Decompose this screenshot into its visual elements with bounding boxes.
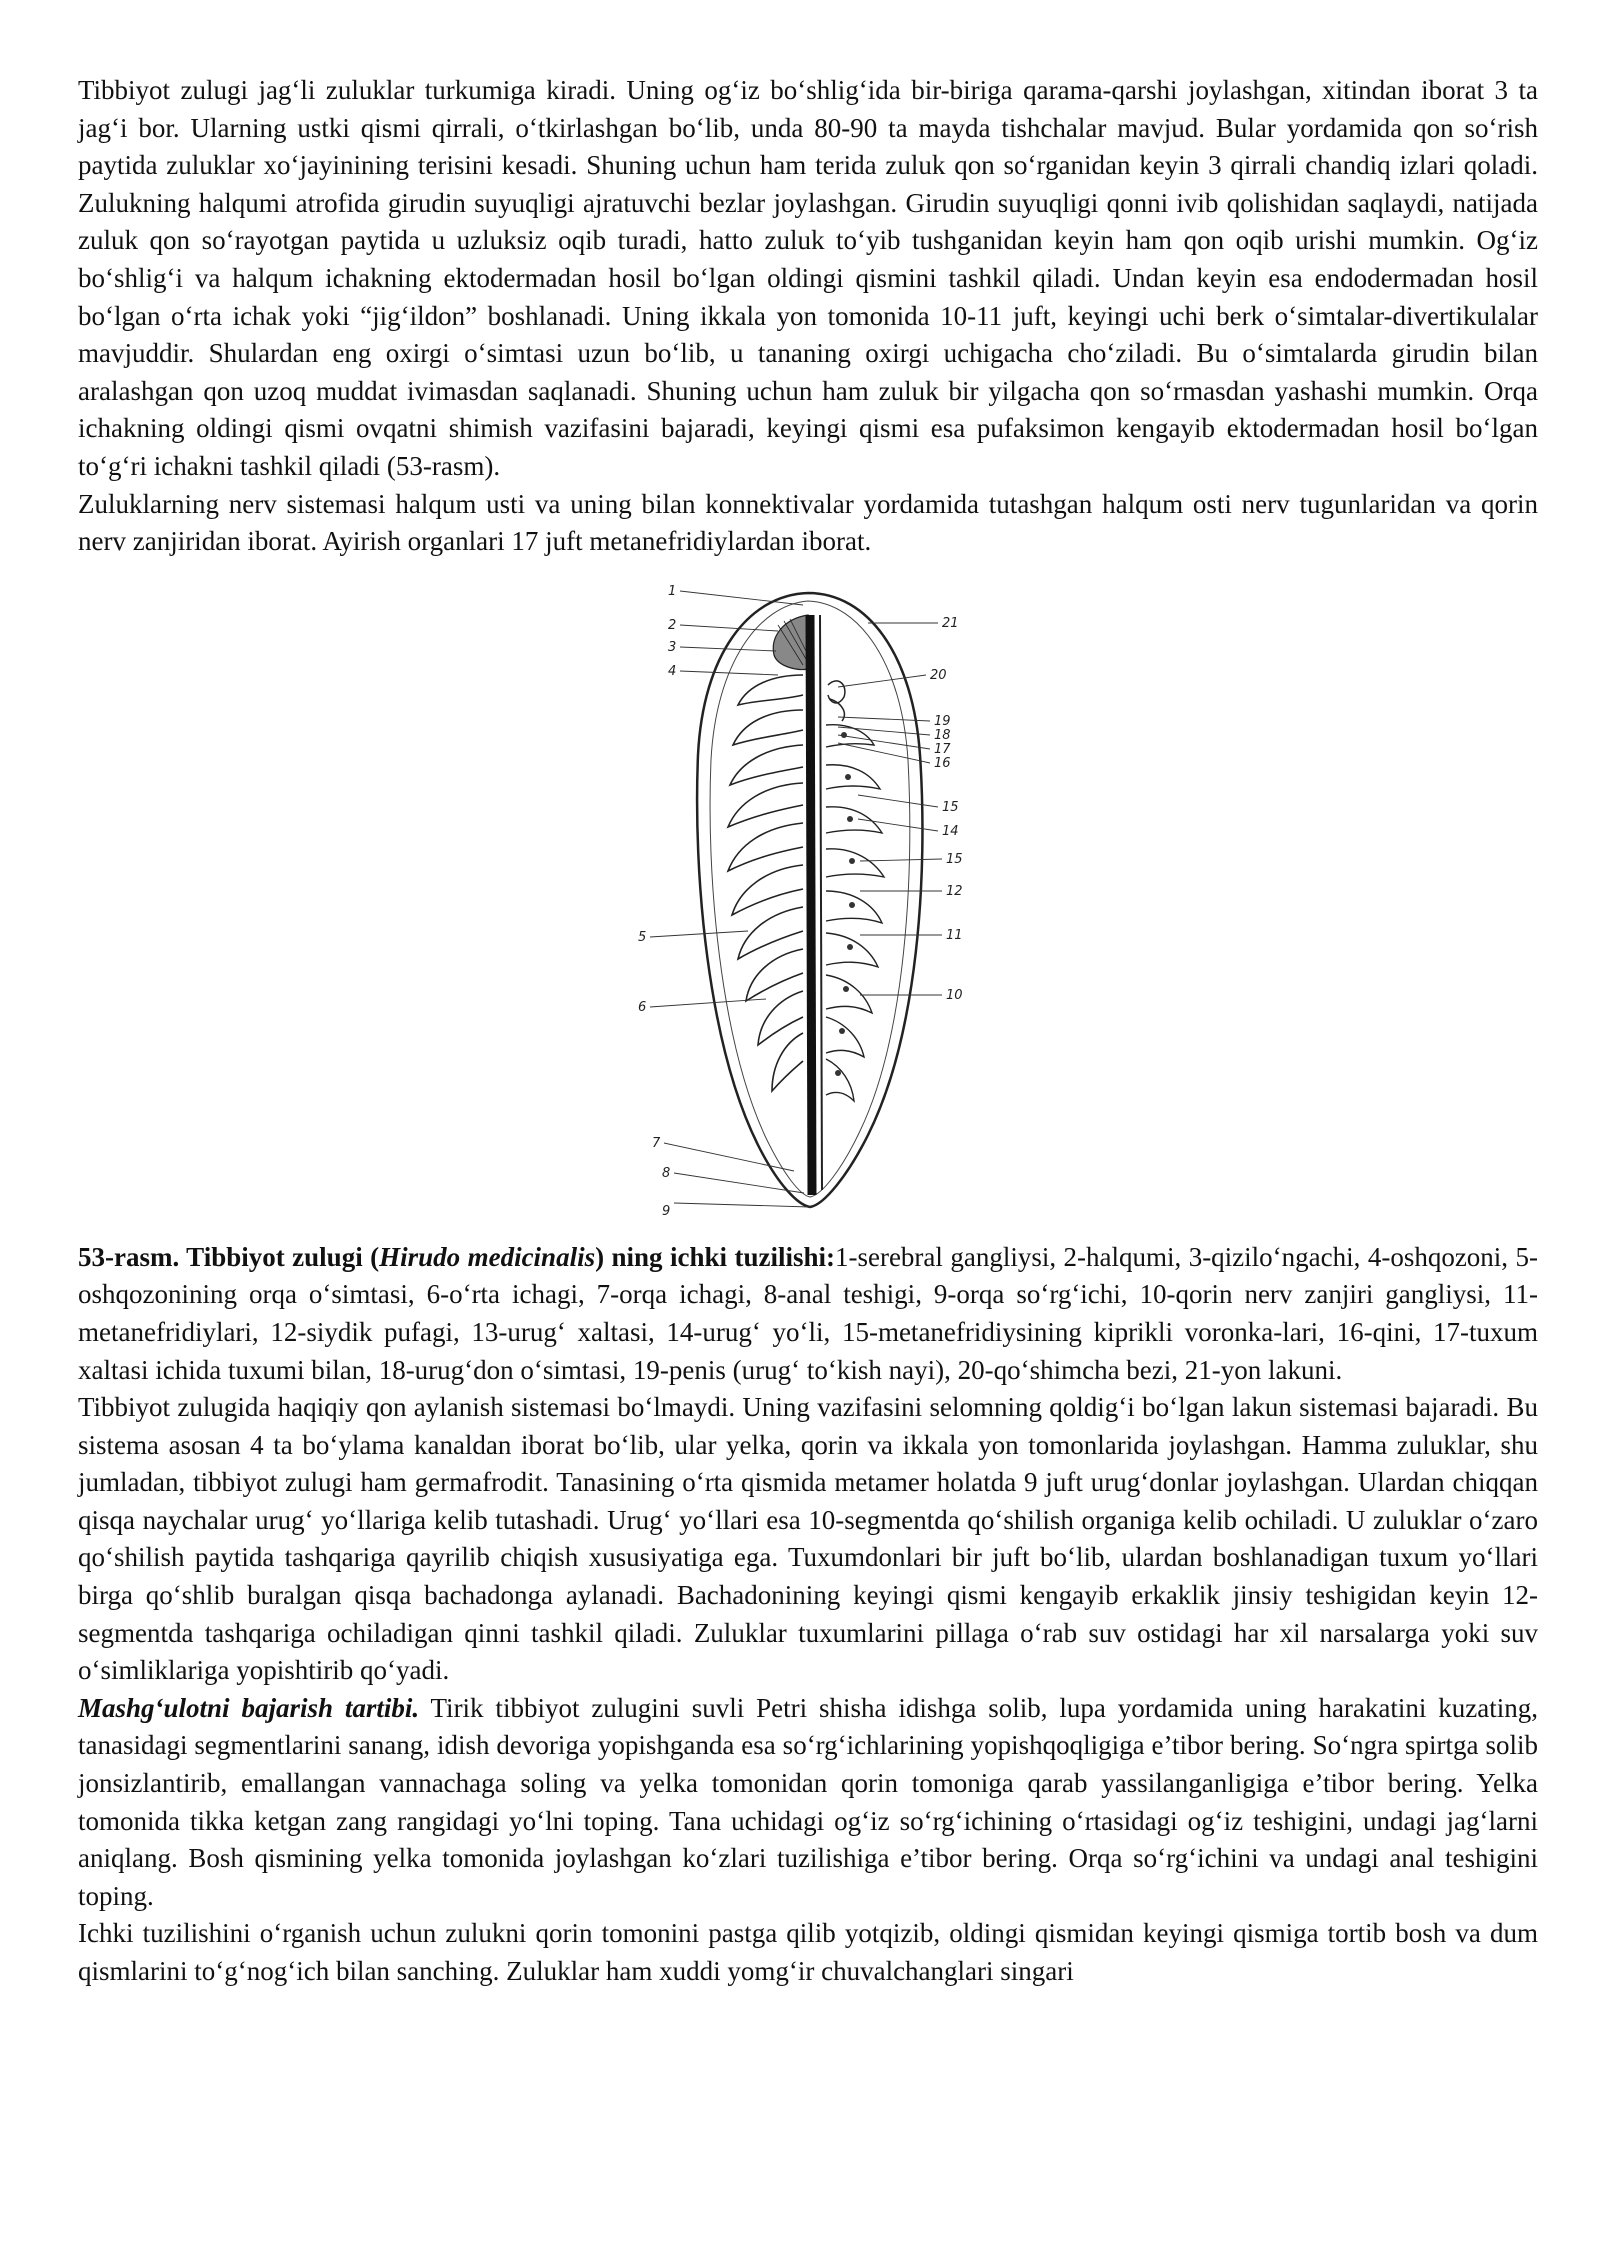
figure-label-18: 18 xyxy=(934,727,951,743)
paragraph-nervous-system: Zuluklarning nerv sistemasi halqum usti va uning bilan konnektivalar yordamida tutashgan halqum osti nerv tugunlaridan va qorin nerv zanjiridan iborat. Ayirish organlari 17 juft metanefridiylardan iborat. xyxy=(78,488,1538,557)
figure-label-6: 6 xyxy=(638,999,647,1015)
figure-label-20: 20 xyxy=(930,667,947,683)
caption-number: 53-rasm. xyxy=(78,1241,180,1272)
ganglia-dots xyxy=(835,732,855,1076)
caption-latin-name: Hirudo medicinalis xyxy=(379,1241,596,1272)
figure-label-5: 5 xyxy=(638,929,647,945)
left-diverticula xyxy=(728,675,803,1091)
midgut xyxy=(810,615,812,1195)
figure-caption xyxy=(78,1239,1538,1389)
paragraph-circulation-reproduction: Tibbiyot zulugida haqiqiy qon aylanish sistemasi bo‘lmaydi. Uning vazifasini selomning qoldig‘i bo‘lgan lakun sistemasi bajaradi. Bu sistema asosan 4 ta bo‘ylama kanaldan iborat bo‘lib, ular yelka, qorin va ikkala yon tomonlarida joylashgan. Hamma zuluklar, shu jumladan, tibbiyot zulugi ham germafrodit. Tanasining o‘rta qismida metamer holatda 9 juft urug‘donlar joylashgan. Ulardan chiqqan qisqa naychalar urug‘ yo‘llariga kelib tutashadi. Urug‘ yo‘llari esa 10-segmentda qo‘shilish organiga kelib ochiladi. U zuluklar o‘zaro qo‘shilish paytida tashqariga qayrilib chiqish xususiyatiga ega. Tuxumdonlari bir juft bo‘lib, ulardan boshlanadigan tuxum yo‘llari birga qo‘shlib buralgan qisqa bachadonga aylanadi. Bachadonining keyingi qismi kengayib erkaklik jinsiy teshigidan keyin 12-segmentda tashqariga ochiladigan qinni tashkil qiladi. Zuluklar tuxumlarini pillaga o‘rab suv ostidagi har xil narsalarga yoki suv o‘simliklariga yopishtirib qo‘yadi. xyxy=(78,1392,1538,1686)
leech-anatomy-drawing xyxy=(598,575,1018,1235)
caption-legend: 1-serebral gangliysi, 2-halqumi, 3-qizilo‘ngachi, 4-oshqozoni, 5-oshqozonining orqa o‘simtasi, 6-o‘rta ichagi, 7-orqa ichagi, 8-anal teshigi, 9-orqa so‘rg‘ichi, 10-qorin nerv zanjiri gangliysi, 11-metanefridiylari, 12-siydik pufagi, 13-urug‘ xaltasi, 14-urug‘ yo‘li, 15-metanefridiysining kiprikli voronka-lari, 16-qini, 17-tuxum xaltasi ichida tuxumi bilan, 18-urug‘don o‘simtasi, 19-penis (urug‘ to‘kish nayi), 20-qo‘shimcha bezi, 21-yon lakuni. xyxy=(78,1241,1538,1385)
caption-title-part1: Tibbiyot zulugi ( xyxy=(179,1241,380,1272)
document-page xyxy=(78,72,1538,1991)
paragraph-jaws: Tibbiyot zulugi jag‘li zuluklar turkumiga kiradi. Uning og‘iz bo‘shlig‘ida bir-biriga qarama-qarshi joylashgan, xitindan iborat 3 ta jag‘i bor. Ularning ustki qismi qirrali, o‘tkirlashgan bo‘lib, unda 80-90 ta mayda tishchalar mavjud. Bular yordamida qon so‘rish paytida zuluklar xo‘jayinining terisini kesadi. Shuning uchun ham terida zuluk qon so‘rganidan keyin 3 qirrali chandiq izlari qoladi. Zulukning halqumi atrofida girudin suyuqligi ajratuvchi bezlar joylashgan. Girudin suyuqligi qonni ivib qolishidan saqlaydi, natijada zuluk qon so‘rayotgan paytida u uzluksiz oqib turadi, hatto zuluk to‘yib tushganidan keyin ham qon oqib urishi mumkin. Og‘iz bo‘shlig‘i va halqum ichakning ektodermadan hosil bo‘lgan oldingi qismini tashkil qiladi. Undan keyin esa endodermadan hosil bo‘lgan o‘rta ichak yoki “jig‘ildon” boshlanadi. Uning ikkala yon tomonida 10-11 juft, keyingi uchi berk o‘simtalar-divertikulalar mavjuddir. Shulardan eng oxirgi o‘simtasi uzun bo‘lib, u tananing oxirgi uchigacha cho‘ziladi. Bu o‘simtalarda girudin bilan aralashgan qon uzoq muddat ivimasdan saqlanadi. Shuning uchun ham zuluk bir yilgacha qon so‘rmasdan yashashi mumkin. Orqa ichakning oldingi qismi ovqatni shimish vazifasini bajaradi, keyingi qismi esa pufaksimon kengayib ektodermadan hosil bo‘lgan to‘g‘ri ichakni tashkil qiladi (53-rasm). xyxy=(78,75,1538,481)
paragraph-dissection: Ichki tuzilishini o‘rganish uchun zulukni qorin tomonini pastga qilib yotqizib, oldingi qismidan keyingi qismiga tortib bosh va dum qismlarini to‘g‘nog‘ich bilan sanching. Zuluklar ham xuddi yomg‘ir chuvalchanglari singari xyxy=(78,1918,1538,1986)
procedure-heading: Mashg‘ulotni bajarish tartibi. xyxy=(78,1692,420,1723)
figure-label-15a: 15 xyxy=(942,799,959,815)
figure-label-3: 3 xyxy=(668,639,677,655)
left-leader-lines xyxy=(650,591,810,1207)
leech-anatomy-figure xyxy=(598,575,1018,1235)
figure-label-11: 11 xyxy=(946,927,963,943)
figure-label-17: 17 xyxy=(934,741,951,757)
right-leader-lines xyxy=(838,623,942,995)
figure-label-9: 9 xyxy=(662,1203,671,1219)
right-organs xyxy=(826,724,884,1100)
caption-title-part2: ) ning ichki tuzilishi: xyxy=(595,1241,835,1272)
figure-label-19: 19 xyxy=(934,713,951,729)
figure-label-14: 14 xyxy=(942,823,959,839)
paragraph-procedure xyxy=(78,1690,1538,1916)
figure-label-2: 2 xyxy=(668,617,677,633)
figure-label-10: 10 xyxy=(946,987,963,1003)
figure-label-21: 21 xyxy=(942,615,959,631)
figure-label-4: 4 xyxy=(668,663,677,679)
figure-label-16: 16 xyxy=(934,755,951,771)
procedure-text: Tirik tibbiyot zulugini suvli Petri shisha idishga solib, lupa yordamida uning harakatini kuzating, tanasidagi segmentlarini sanang, idish devoriga yopishganda esa so‘rg‘ichlarining yopishqoqligiga e’tibor bering. So‘ngra spirtga solib jonsizlantirib, emallangan vannachaga soling va yelka tomonidan qorin tomoniga qarab yassilanganligiga e’tibor bering. Yelka tomonida tikka ketgan zang rangidagi yo‘lni toping. Tana uchidagi og‘iz so‘rg‘ichining o‘rtasidagi og‘iz teshigini, undagi jag‘larni aniqlang. Bosh qismining yelka tomonida joylashgan ko‘zlari tuzilishiga e’tibor bering. Orqa so‘rg‘ichini va undagi anal teshigini toping. xyxy=(78,1692,1539,1911)
figure-label-12: 12 xyxy=(946,883,963,899)
figure-label-7: 7 xyxy=(652,1135,661,1151)
figure-label-15b: 15 xyxy=(946,851,963,867)
figure-label-8: 8 xyxy=(662,1165,671,1181)
figure-label-1: 1 xyxy=(668,583,677,599)
